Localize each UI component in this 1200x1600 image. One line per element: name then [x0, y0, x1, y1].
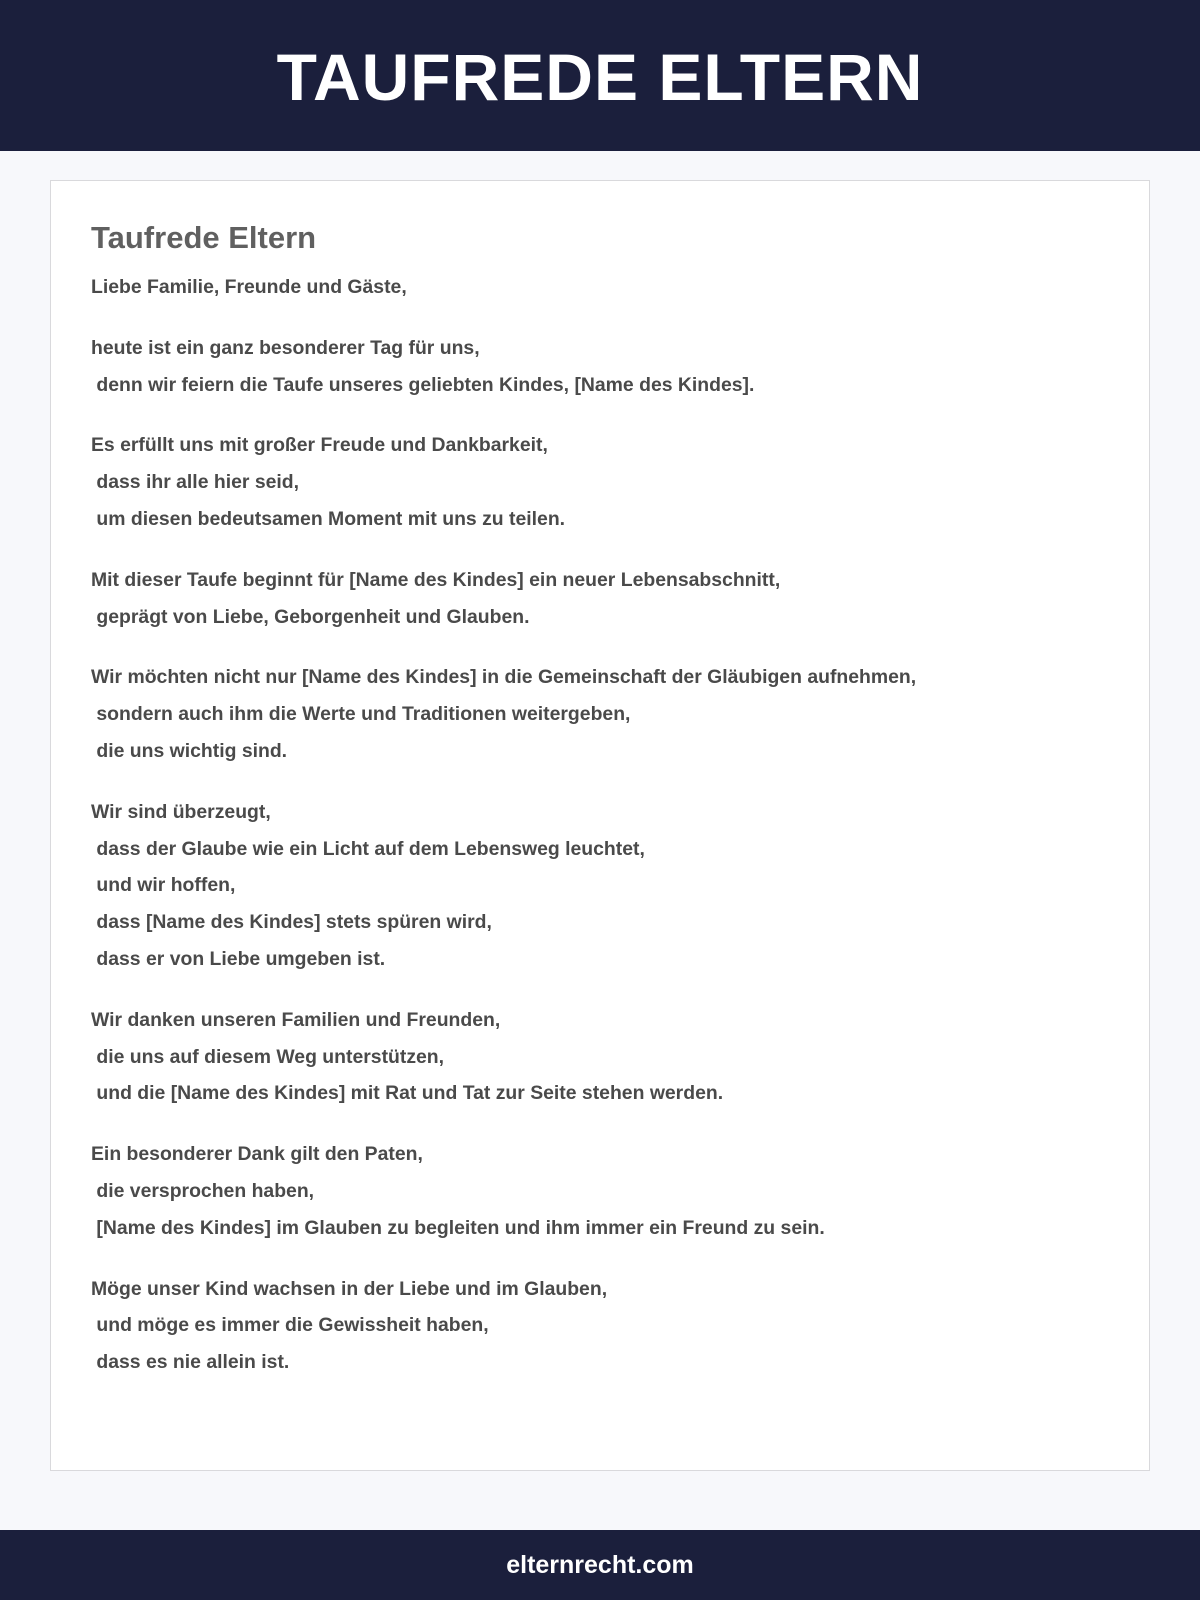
text-line: Liebe Familie, Freunde und Gäste, [91, 276, 407, 298]
paragraph [91, 1136, 1109, 1246]
text-line: Wir möchten nicht nur [Name des Kindes] in die Gemeinschaft der Gläubigen aufnehmen, [91, 666, 917, 689]
text-line: denn wir feiern die Taufe unseres geliebten Kindes, [Name des Kindes]. [91, 373, 755, 396]
text-line: Es erfüllt uns mit großer Freude und Dankbarkeit, [91, 434, 548, 457]
paragraph [91, 562, 1109, 636]
text-line: heute ist ein ganz besonderer Tag für uns, [91, 336, 480, 359]
text-line: die uns auf diesem Weg unterstützen, [91, 1045, 445, 1068]
text-line: die uns wichtig sind. [91, 739, 288, 762]
text-line: geprägt von Liebe, Geborgenheit und Glauben. [91, 605, 530, 628]
paragraph [91, 794, 1109, 978]
article-title: Taufrede Eltern [91, 220, 317, 255]
text-line: und die [Name des Kindes] mit Rat und Tat zur Seite stehen werden. [91, 1082, 724, 1105]
paragraph [91, 659, 1109, 769]
page-header [0, 0, 1200, 151]
paragraph [91, 427, 1109, 537]
text-line: Ein besonderer Dank gilt den Paten, [91, 1143, 423, 1166]
text-line: [Name des Kindes] im Glauben zu begleiten und ihm immer ein Freund zu sein. [91, 1216, 825, 1239]
text-line: und wir hoffen, [91, 874, 236, 897]
text-line: dass [Name des Kindes] stets spüren wird, [91, 911, 492, 934]
page-footer [0, 1530, 1200, 1600]
text-line: Wir danken unseren Familien und Freunden, [91, 1008, 501, 1031]
paragraph [91, 330, 1109, 404]
paragraph [91, 1002, 1109, 1112]
footer-site-link[interactable]: elternrecht.com [506, 1550, 694, 1579]
text-line: dass ihr alle hier seid, [91, 471, 300, 494]
page-title: TAUFREDE ELTERN [276, 39, 924, 114]
text-line: sondern auch ihm die Werte und Traditionen weitergeben, [91, 703, 631, 726]
text-line: um diesen bedeutsamen Moment mit uns zu teilen. [91, 507, 566, 530]
text-line: die versprochen haben, [91, 1179, 315, 1202]
text-line: Wir sind überzeugt, [91, 800, 271, 823]
content-card [50, 180, 1150, 1471]
text-line: Mit dieser Taufe beginnt für [Name des Kindes] ein neuer Lebensabschnitt, [91, 568, 781, 591]
paragraph [91, 1271, 1109, 1381]
text-line: dass er von Liebe umgeben ist. [91, 947, 386, 970]
text-line: dass es nie allein ist. [91, 1351, 290, 1374]
article-body [91, 269, 1109, 1381]
paragraph [91, 269, 1109, 306]
text-line: dass der Glaube wie ein Licht auf dem Lebensweg leuchtet, [91, 837, 645, 860]
text-line: Möge unser Kind wachsen in der Liebe und im Glauben, [91, 1277, 608, 1300]
text-line: und möge es immer die Gewissheit haben, [91, 1314, 489, 1337]
